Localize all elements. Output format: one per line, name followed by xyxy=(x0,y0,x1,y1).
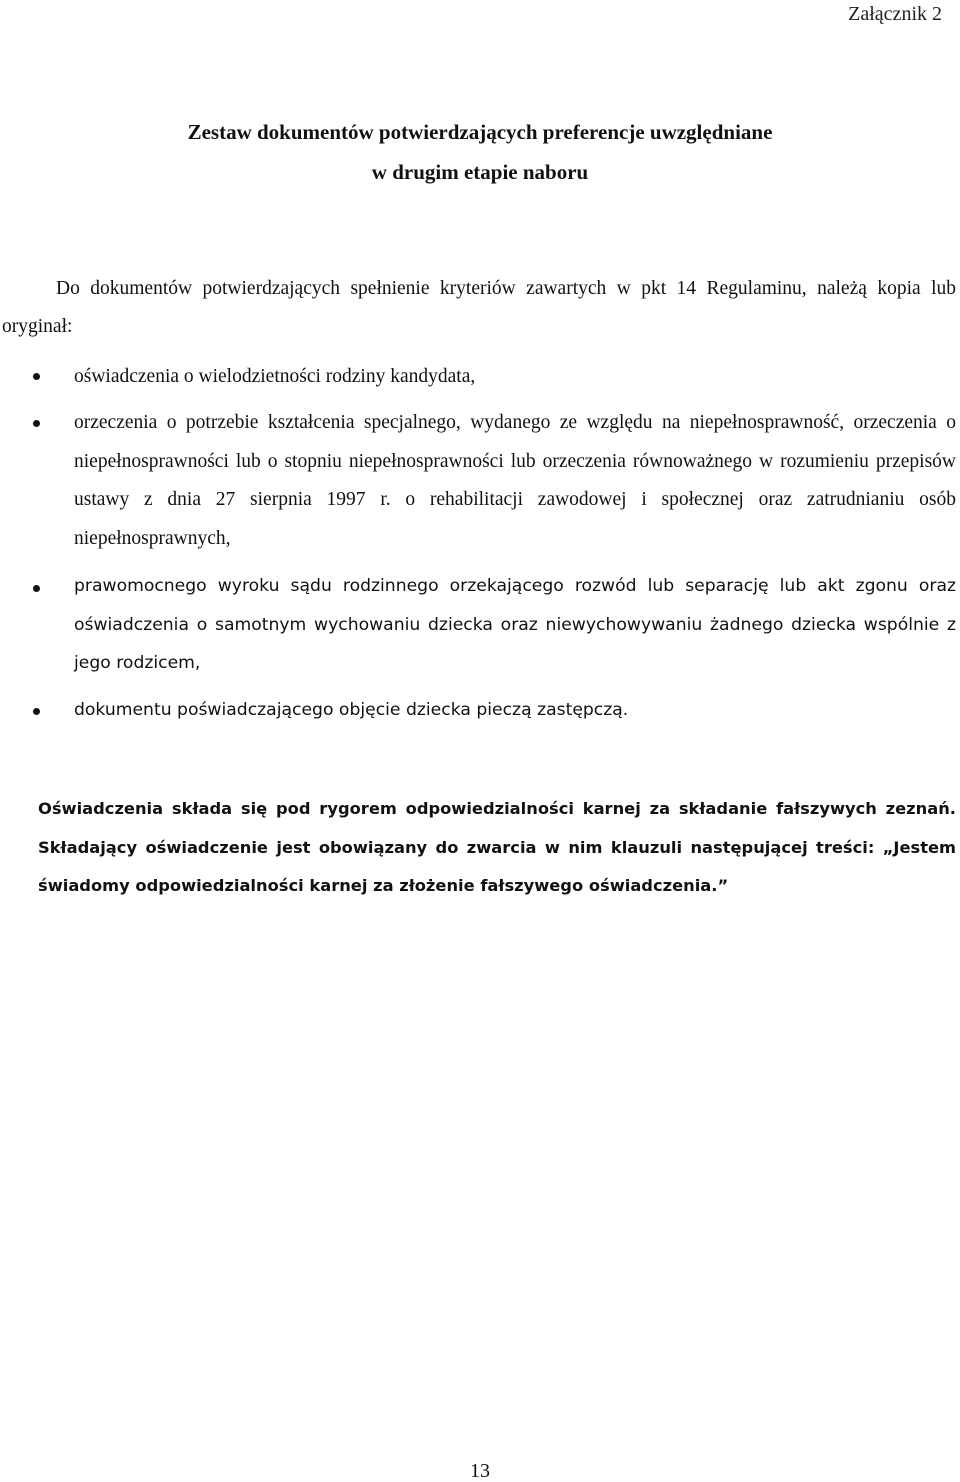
annex-label: Załącznik 2 xyxy=(848,3,942,25)
bullet-icon xyxy=(33,585,40,592)
title-line-1: Zestaw dokumentów potwierdzających preferencje uwzględniane xyxy=(187,120,773,144)
legal-notice: Oświadczenia składa się pod rygorem odpowiedzialności karnej za składanie fałszywych zeznań. Składający oświadczenie jest obowiązany do zwarcia w nim klauzuli następującej treści: „Jestem świadomy odpowiedzialności karnej za złożenie fałszywego oświadczenia.” xyxy=(38,799,956,895)
document-title xyxy=(0,112,960,192)
list-item-text: orzeczenia o potrzebie kształcenia specjalnego, wydanego ze względu na niepełnosprawność, orzeczenia o niepełnosprawności lub o stopniu niepełnosprawności lub orzeczenia równoważnego w rozumieniu przepisów ustawy z dnia 27 sierpnia 1997 r. o rehabilitacji zawodowej i społecznej oraz zatrudnianiu osób niepełnosprawnych, xyxy=(74,412,956,549)
list-item-text: prawomocnego wyroku sądu rodzinnego orzekającego rozwód lub separację lub akt zgonu oraz oświadczenia o samotnym wychowaniu dziecka oraz niewychowywaniu żadnego dziecka wspólnie z jego rodzicem, xyxy=(74,576,956,673)
bullet-icon xyxy=(33,373,40,380)
bullet-icon xyxy=(33,420,40,427)
bullet-icon xyxy=(33,708,40,715)
list-item-text: dokumentu poświadczającego objęcie dziecka pieczą zastępczą. xyxy=(74,700,629,720)
page-number: 13 xyxy=(470,1460,490,1482)
title-line-2: w drugim etapie naboru xyxy=(371,160,589,184)
intro-paragraph: Do dokumentów potwierdzających spełnienie kryteriów zawartych w pkt 14 Regulaminu, należą kopia lub oryginał: xyxy=(2,278,956,337)
list-item-text: oświadczenia o wielodzietności rodziny kandydata, xyxy=(74,366,476,387)
